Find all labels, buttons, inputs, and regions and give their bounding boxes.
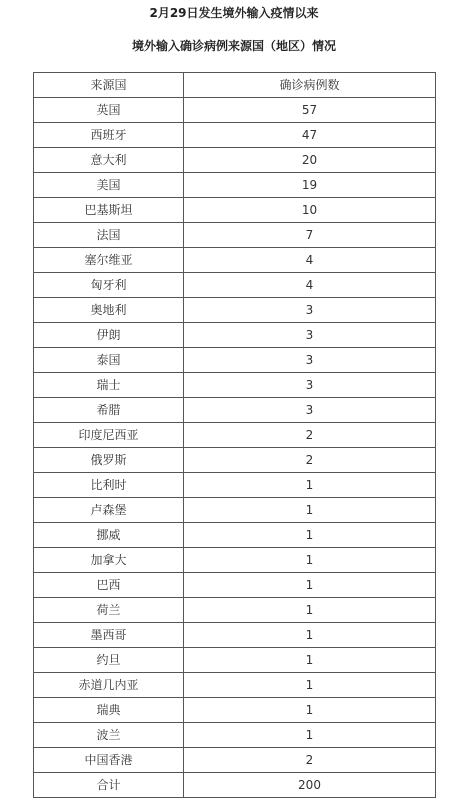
- country-cell: 赤道几内亚: [34, 673, 184, 698]
- cases-cell: 1: [184, 623, 436, 648]
- country-cell: 挪威: [34, 523, 184, 548]
- table-row: [34, 298, 436, 323]
- cases-cell: 1: [184, 523, 436, 548]
- country-cell: 瑞典: [34, 698, 184, 723]
- cases-cell: 4: [184, 248, 436, 273]
- table-row: [34, 623, 436, 648]
- country-cell: 中国香港: [34, 748, 184, 773]
- country-cell: 泰国: [34, 348, 184, 373]
- table-header-row: [34, 73, 436, 98]
- title-line-2: 境外输入确诊病例来源国（地区）情况: [131, 39, 336, 53]
- country-cell: 塞尔维亚: [34, 248, 184, 273]
- cases-cell: 1: [184, 698, 436, 723]
- country-cell: 波兰: [34, 723, 184, 748]
- cases-cell: 1: [184, 598, 436, 623]
- total-label: 合计: [34, 773, 184, 798]
- table-row: [34, 323, 436, 348]
- cases-cell: 2: [184, 748, 436, 773]
- cases-cell: 10: [184, 198, 436, 223]
- table-row: [34, 748, 436, 773]
- cases-cell: 1: [184, 473, 436, 498]
- table-row: [34, 523, 436, 548]
- country-cell: 法国: [34, 223, 184, 248]
- cases-cell: 7: [184, 223, 436, 248]
- cases-cell: 2: [184, 448, 436, 473]
- country-cell: 英国: [34, 98, 184, 123]
- country-cell: 比利时: [34, 473, 184, 498]
- cases-cell: 3: [184, 323, 436, 348]
- table-row: [34, 223, 436, 248]
- cases-cell: 3: [184, 373, 436, 398]
- source-country-table: [33, 72, 436, 798]
- cases-cell: 1: [184, 723, 436, 748]
- cases-cell: 3: [184, 348, 436, 373]
- country-cell: 卢森堡: [34, 498, 184, 523]
- cases-cell: 20: [184, 148, 436, 173]
- cases-cell: 57: [184, 98, 436, 123]
- country-cell: 美国: [34, 173, 184, 198]
- table-row: [34, 348, 436, 373]
- country-cell: 瑞士: [34, 373, 184, 398]
- country-cell: 希腊: [34, 398, 184, 423]
- table-row: [34, 273, 436, 298]
- table-row: [34, 98, 436, 123]
- table-row: [34, 448, 436, 473]
- table-row: [34, 173, 436, 198]
- table-row: [34, 198, 436, 223]
- country-cell: 匈牙利: [34, 273, 184, 298]
- country-cell: 墨西哥: [34, 623, 184, 648]
- country-cell: 意大利: [34, 148, 184, 173]
- table-row: [34, 598, 436, 623]
- country-cell: 巴西: [34, 573, 184, 598]
- table-row: [34, 698, 436, 723]
- country-cell: 奥地利: [34, 298, 184, 323]
- cases-cell: 1: [184, 648, 436, 673]
- country-cell: 巴基斯坦: [34, 198, 184, 223]
- table-row: [34, 373, 436, 398]
- table-row: [34, 248, 436, 273]
- country-cell: 西班牙: [34, 123, 184, 148]
- cases-cell: 1: [184, 548, 436, 573]
- table-row: [34, 673, 436, 698]
- country-cell: 俄罗斯: [34, 448, 184, 473]
- title-line-1: 2月29日发生境外输入疫情以来: [149, 6, 319, 20]
- country-cell: 约旦: [34, 648, 184, 673]
- country-cell: 荷兰: [34, 598, 184, 623]
- cases-cell: 3: [184, 398, 436, 423]
- table-row: [34, 423, 436, 448]
- table-row: [34, 648, 436, 673]
- country-cell: 印度尼西亚: [34, 423, 184, 448]
- header-cases: 确诊病例数: [184, 73, 436, 98]
- header-country: 来源国: [34, 73, 184, 98]
- country-cell: 加拿大: [34, 548, 184, 573]
- cases-cell: 19: [184, 173, 436, 198]
- cases-cell: 4: [184, 273, 436, 298]
- table-row: [34, 498, 436, 523]
- table-row: [34, 573, 436, 598]
- total-value: 200: [184, 773, 436, 798]
- cases-cell: 2: [184, 423, 436, 448]
- table-row: [34, 123, 436, 148]
- cases-cell: 47: [184, 123, 436, 148]
- table-row: [34, 398, 436, 423]
- cases-cell: 3: [184, 298, 436, 323]
- table-row: [34, 723, 436, 748]
- cases-cell: 1: [184, 498, 436, 523]
- table-row: [34, 148, 436, 173]
- cases-cell: 1: [184, 673, 436, 698]
- table-row: [34, 548, 436, 573]
- total-row: [34, 773, 436, 798]
- table-row: [34, 473, 436, 498]
- cases-cell: 1: [184, 573, 436, 598]
- country-cell: 伊朗: [34, 323, 184, 348]
